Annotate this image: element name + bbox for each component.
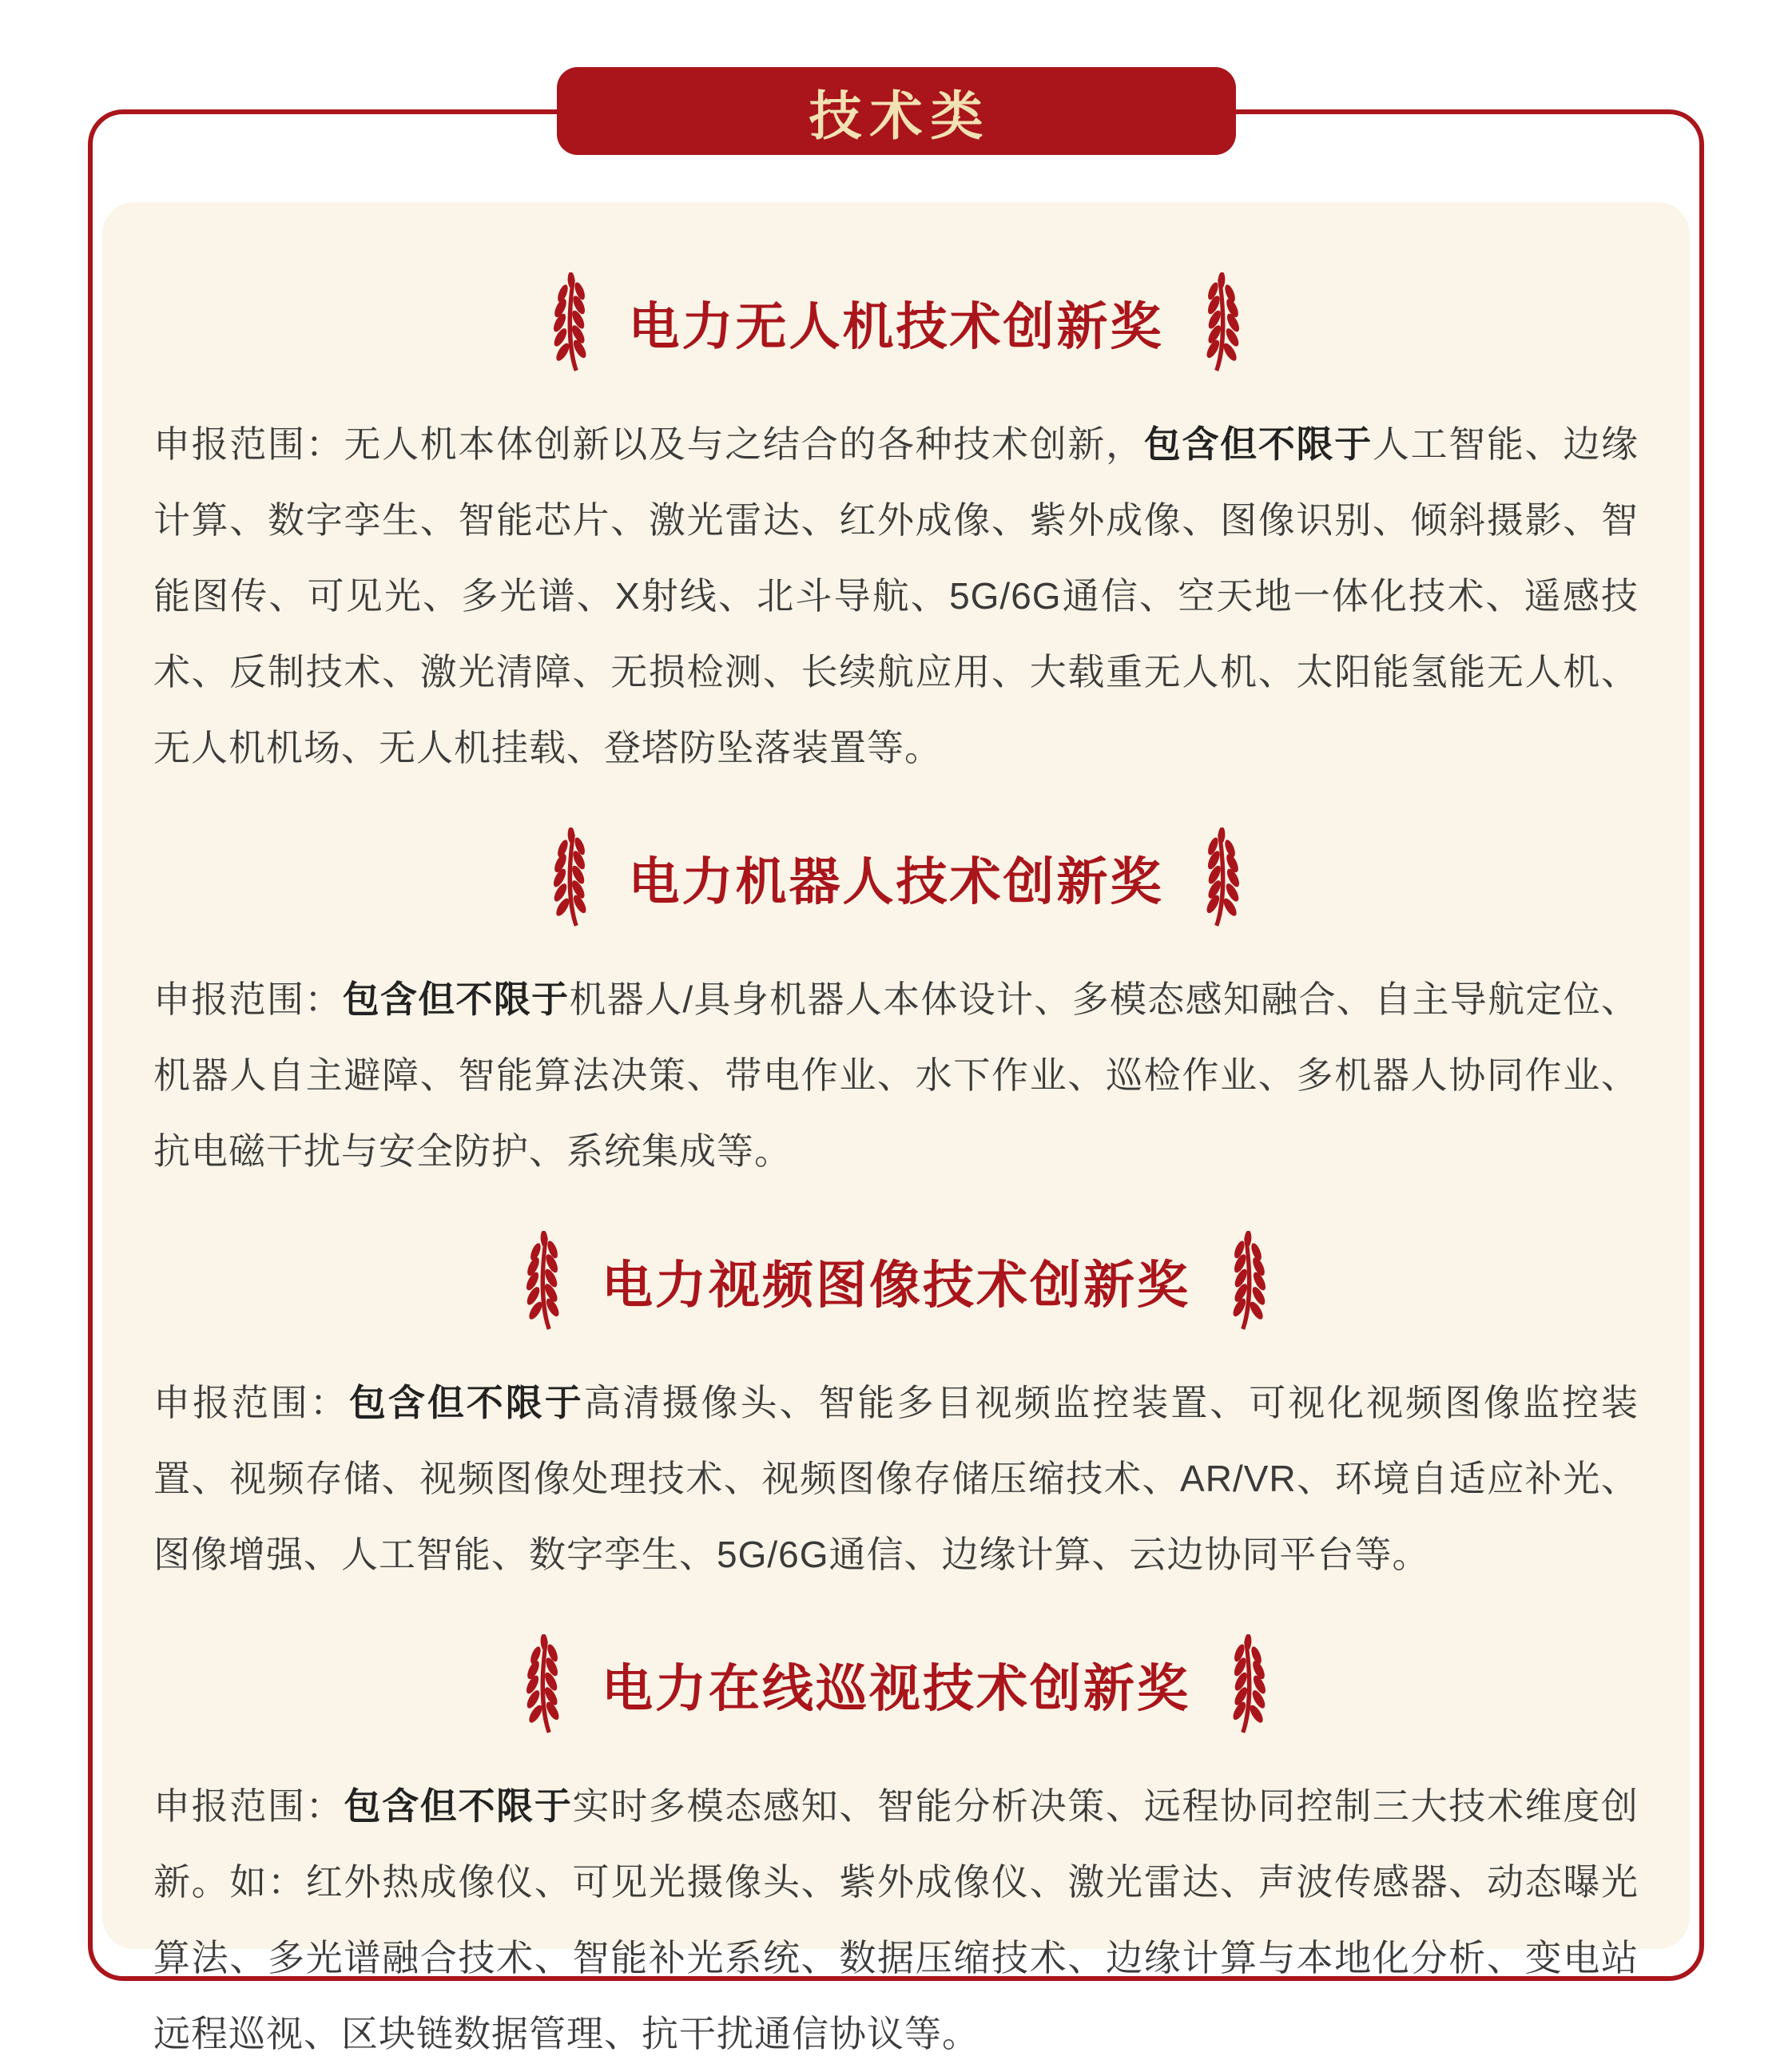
scope-text: 申报范围： xyxy=(153,1785,344,1827)
award-section-video-image xyxy=(153,1231,1639,1593)
award-title-row xyxy=(153,272,1639,373)
wheat-laurel-left-icon xyxy=(549,828,595,928)
scope-emphasis-text: 包含但不限于 xyxy=(344,1785,573,1827)
award-title: 电力机器人技术创新奖 xyxy=(628,854,1164,911)
award-scope-paragraph xyxy=(153,1365,1639,1593)
award-title: 电力在线巡视技术创新奖 xyxy=(602,1661,1190,1717)
scope-text: 申报范围：无人机本体创新以及与之结合的各种技术创新， xyxy=(153,423,1144,465)
scope-text: 实时多模态感知、智能分析决策、远程协同控制三大技术维度创新。如：红外热成像仪、可见光摄像头、紫外成像仪、激光雷达、声波传感器、动态曝光算法、多光谱融合技术、智能补光系统、数据压缩技术、边缘计算与本地化分析、变电站远程巡视、区块链数据管理、抗干扰通信协议等。 xyxy=(153,1785,1639,2054)
award-section-online-inspection xyxy=(153,1634,1639,2072)
wheat-laurel-left-icon xyxy=(522,1231,568,1332)
category-banner xyxy=(557,67,1236,155)
wheat-laurel-right-icon xyxy=(1224,1634,1270,1735)
award-title-row xyxy=(153,1634,1639,1735)
wheat-laurel-left-icon xyxy=(549,272,595,373)
award-title-row xyxy=(153,828,1639,928)
category-banner-label: 技术类 xyxy=(809,87,991,146)
wheat-laurel-right-icon xyxy=(1198,828,1244,928)
award-scope-paragraph xyxy=(153,1768,1639,2072)
wheat-laurel-right-icon xyxy=(1198,272,1244,373)
scope-emphasis-text: 包含但不限于 xyxy=(348,1382,584,1423)
scope-text: 机器人/具身机器人本体设计、多模态感知融合、自主导航定位、机器人自主避障、智能算法决策、带电作业、水下作业、巡检作业、多机器人协同作业、抗电磁干扰与安全防护、系统集成等。 xyxy=(153,978,1639,1172)
scope-text: 高清摄像头、智能多目视频监控装置、可视化视频图像监控装置、视频存储、视频图像处理技术、视频图像存储压缩技术、AR/VR、环境自适应补光、图像增强、人工智能、数字孪生、5G/6G通信、边缘计算、云边协同平台等。 xyxy=(153,1382,1639,1575)
scope-emphasis-text: 包含但不限于 xyxy=(1143,423,1373,465)
award-section-robot xyxy=(153,828,1639,1189)
wheat-laurel-right-icon xyxy=(1224,1231,1270,1332)
award-title-row xyxy=(153,1231,1639,1332)
scope-text: 申报范围： xyxy=(153,978,343,1020)
award-section-drone xyxy=(153,272,1639,786)
award-title: 电力视频图像技术创新奖 xyxy=(602,1257,1190,1314)
scope-text: 申报范围： xyxy=(153,1382,349,1423)
award-scope-paragraph xyxy=(153,407,1639,786)
scope-emphasis-text: 包含但不限于 xyxy=(342,978,570,1020)
award-scope-paragraph xyxy=(153,962,1639,1189)
wheat-laurel-left-icon xyxy=(522,1634,568,1735)
content-panel xyxy=(102,202,1690,2054)
award-title: 电力无人机技术创新奖 xyxy=(628,299,1164,355)
scope-text: 人工智能、边缘计算、数字孪生、智能芯片、激光雷达、红外成像、紫外成像、图像识别、倾斜摄影、智能图传、可见光、多光谱、X射线、北斗导航、5G/6G通信、空天地一体化技术、遥感技术、反制技术、激光清障、无损检测、长续航应用、大载重无人机、太阳能氢能无人机、无人机机场、无人机挂载、登塔防坠落装置等。 xyxy=(153,423,1639,768)
